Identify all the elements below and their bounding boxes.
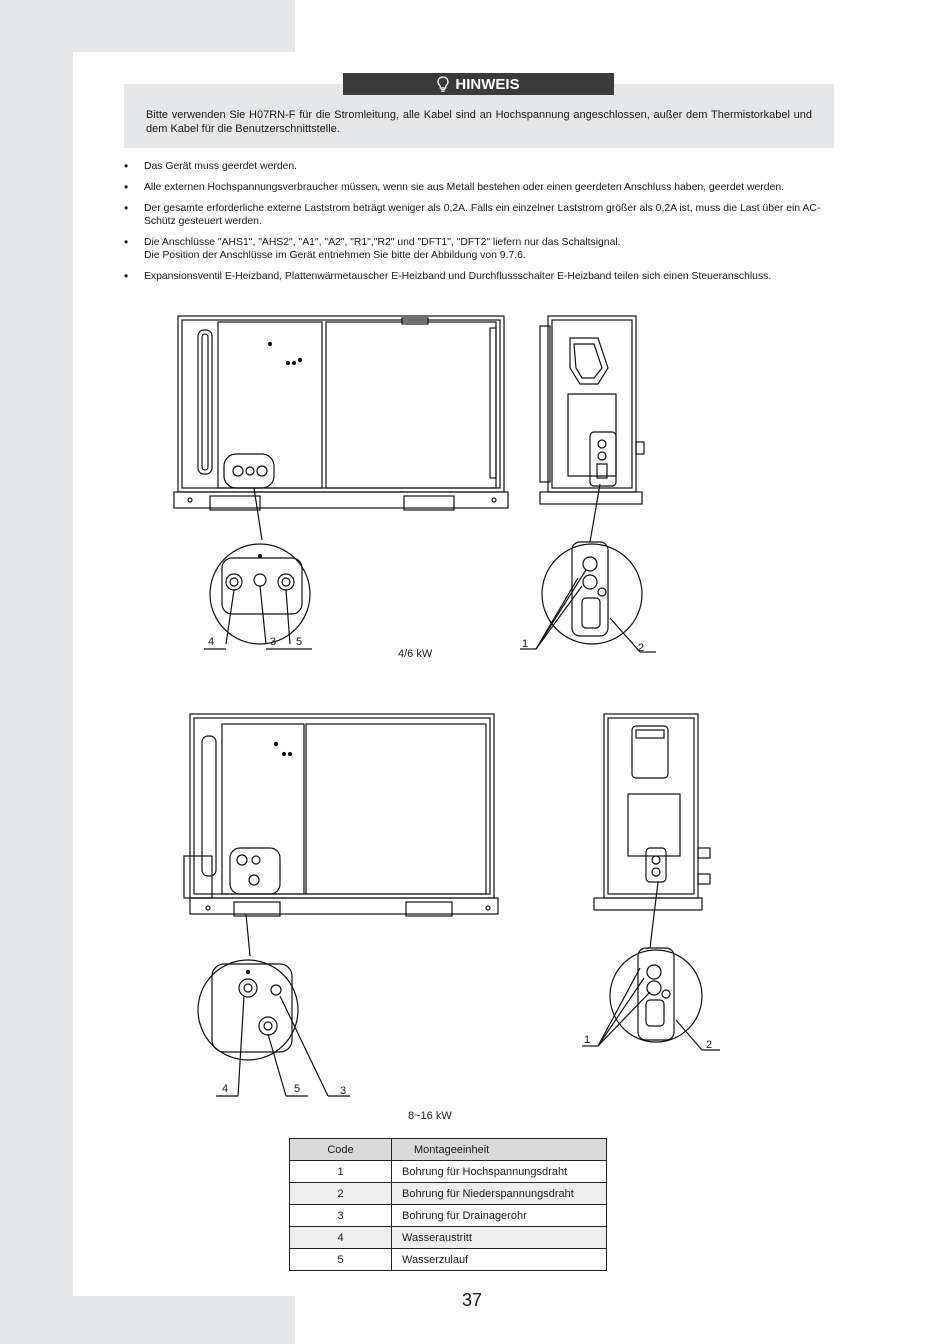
- table-cell-unit: Bohrung für Hochspannungsdraht: [392, 1161, 607, 1183]
- table-cell-unit: Bohrung für Drainagerohr: [392, 1205, 607, 1227]
- detail-side-large: [582, 882, 720, 1050]
- table-cell-code: 1: [290, 1161, 392, 1183]
- caption-small: 4/6 kW: [398, 648, 433, 660]
- table-cell-code: 5: [290, 1249, 392, 1271]
- caption-large: 8~16 kW: [408, 1110, 452, 1122]
- callout-label-3: 3: [340, 1085, 347, 1097]
- table-row: [290, 1183, 607, 1205]
- table-row: [290, 1161, 607, 1183]
- list-item-line: Die Position der Anschlüsse im Gerät entnehmen Sie bitte der Abbildung von 9.7.6.: [144, 250, 526, 261]
- table-cell-unit: Bohrung für Niederspannungsdraht: [392, 1183, 607, 1205]
- page-margin-top: [0, 0, 295, 52]
- callout-label-4: 4: [208, 636, 215, 648]
- table-header-row: [290, 1139, 607, 1161]
- table-row: [290, 1205, 607, 1227]
- unit-drawings-svg: [150, 308, 850, 1128]
- front-view-large: [184, 714, 498, 916]
- table-cell-code: 2: [290, 1183, 392, 1205]
- callout-label-3: 3: [270, 636, 277, 648]
- table-cell-code: 4: [290, 1227, 392, 1249]
- detail-front-small: [204, 488, 312, 649]
- callout-label-1: 1: [584, 1034, 591, 1046]
- page-margin-bottom: [0, 1296, 295, 1344]
- table-cell-code: 3: [290, 1205, 392, 1227]
- bullet-list: [124, 160, 836, 291]
- callout-label-5: 5: [294, 1083, 301, 1095]
- callout-label-1: 1: [522, 638, 529, 650]
- list-item: • Der gesamte erforderliche externe Laststrom beträgt weniger als 0,2A. Falls ein einzelner Laststrom größer als 0,2A ist, muss die Last über ein AC-Schütz gesteuert werden.: [124, 202, 836, 228]
- table-row: [290, 1249, 607, 1271]
- table-header-unit: Montageeinheit: [392, 1139, 607, 1161]
- note-title: HINWEIS: [455, 75, 520, 93]
- unit-drawings: [150, 308, 850, 1128]
- detail-front-large: [198, 914, 350, 1096]
- front-view-small: [174, 316, 508, 510]
- callout-label-2: 2: [706, 1039, 713, 1051]
- side-view-small: [540, 316, 644, 504]
- list-item: • Expansionsventil E-Heizband, Plattenwärmetauscher E-Heizband und Durchflussschalter E-Heizband teilen sich einen Steueranschluss.: [124, 270, 836, 283]
- code-table: [289, 1138, 607, 1271]
- callout-label-2: 2: [638, 642, 645, 654]
- table-cell-unit: Wasserzulauf: [392, 1249, 607, 1271]
- callout-label-4: 4: [222, 1083, 229, 1095]
- side-view-large: [594, 714, 710, 910]
- list-item-line: • Die Anschlüsse "AHS1", "AHS2", "A1", "A2", "R1","R2" und "DFT1", "DFT2" liefern nur das Schaltsignal.: [144, 237, 621, 248]
- page-margin-left: [0, 52, 73, 1296]
- callout-label-5: 5: [296, 636, 303, 648]
- list-item: • Alle externen Hochspannungsverbraucher müssen, wenn sie aus Metall bestehen oder einen geerdeten Anschluss haben, geerdet werden.: [124, 181, 836, 194]
- table-header-code: Code: [290, 1139, 392, 1161]
- lightbulb-icon: [437, 76, 449, 92]
- detail-side-small: [520, 484, 656, 652]
- note-title-bar: [343, 73, 614, 95]
- table-cell-unit: Wasseraustritt: [392, 1227, 607, 1249]
- note-text: Bitte verwenden Sie H07RN-F für die Stromleitung, alle Kabel sind an Hochspannung angeschlossen, außer dem Thermistorkabel und dem Kabel für die Benutzerschnittstelle.: [146, 109, 812, 135]
- table-row: [290, 1227, 607, 1249]
- page-number: 37: [462, 1290, 483, 1310]
- list-item: [124, 236, 836, 262]
- list-item: • Das Gerät muss geerdet werden.: [124, 160, 836, 173]
